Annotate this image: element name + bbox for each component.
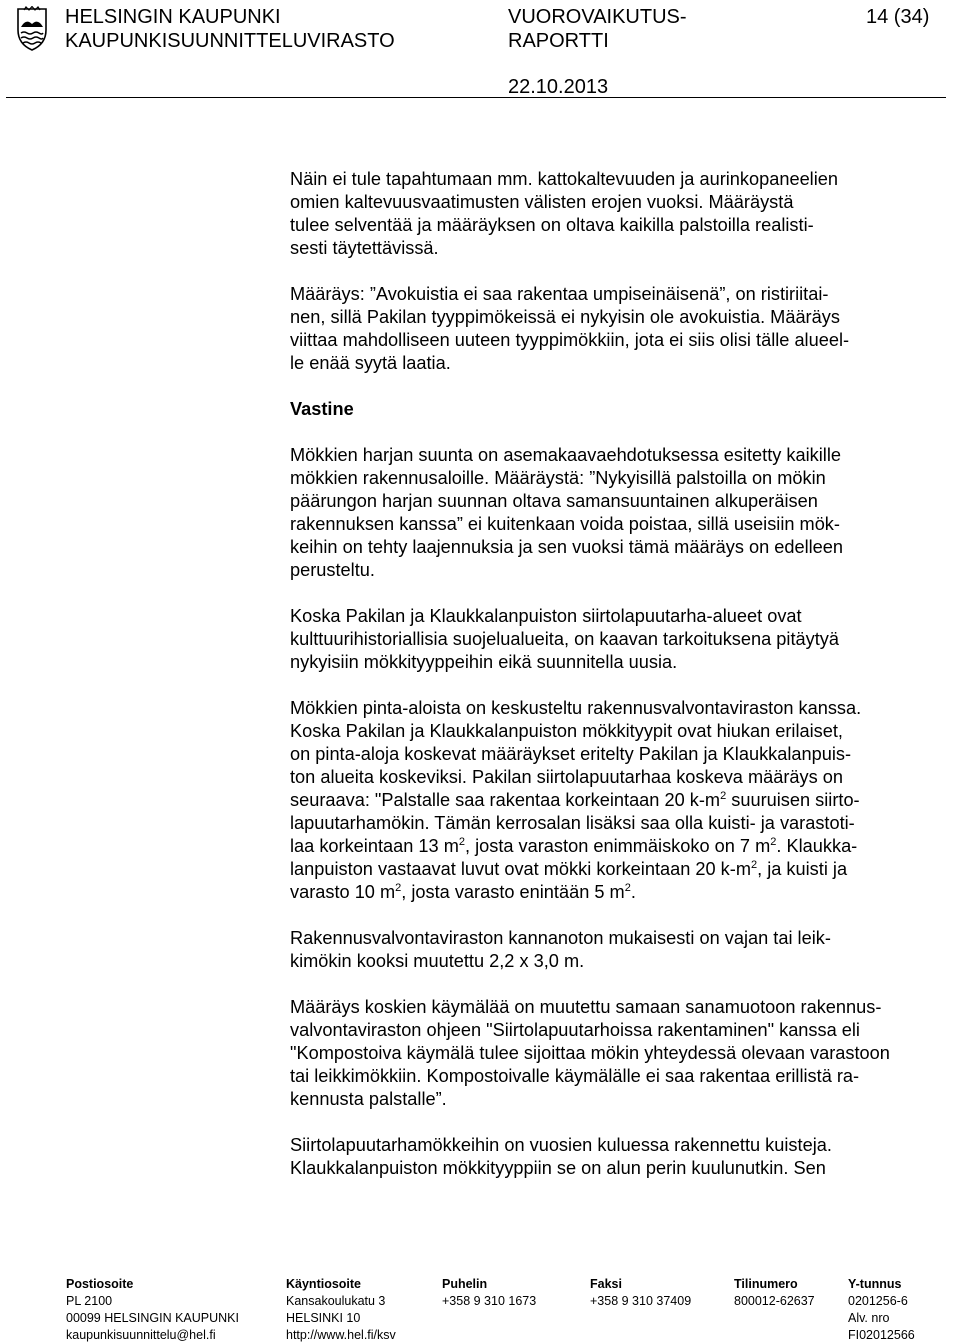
text-line: Siirtolapuutarhamökkeihin on vuosien kuluessa rakennettu kuisteja. <box>290 1135 832 1155</box>
text-line: mökkien rakennusaloille. Määräystä: ”Nykyisillä palstoilla on mökin <box>290 468 826 488</box>
superscript: 2 <box>750 859 758 871</box>
text-line: le enää syytä laatia. <box>290 353 451 373</box>
text-line: tai leikkimökkiin. Kompostoivalle käymälälle ei saa rakentaa erillistä ra- <box>290 1066 860 1086</box>
text-run: seuraava: "Palstalle saa rakentaa korkeintaan 20 k-m <box>290 790 721 810</box>
footer-fax <box>590 1276 691 1310</box>
footer-value: 00099 HELSINGIN KAUPUNKI <box>66 1311 239 1325</box>
text-line: ton alueita koskeviksi. Pakilan siirtolapuutarhaa koskeva määräys on <box>290 767 843 787</box>
text-run: , josta varasto enintään 5 m <box>401 882 625 902</box>
paragraph-8 <box>290 1134 946 1180</box>
text-line: Määräys koskien käymälää on muutettu samaan sanamuotoon rakennus- <box>290 997 882 1017</box>
text-line <box>290 789 946 812</box>
paragraph-1 <box>290 168 946 260</box>
text-line: lapuutarhamökin. Tämän kerrosalan lisäksi saa olla kuisti- ja varastoti- <box>290 813 855 833</box>
header-date: 22.10.2013 <box>508 76 609 98</box>
text-run: varasto 10 m <box>290 882 396 902</box>
header-doc-type: VUOROVAIKUTUS- <box>508 6 687 28</box>
text-line <box>290 881 946 904</box>
footer-label: Käyntiosoite <box>286 1277 362 1291</box>
footer-value: HELSINKI 10 <box>286 1311 361 1325</box>
text-line: keihin on tehty laajennuksia ja sen vuoksi tämä määräys on edelleen <box>290 537 844 557</box>
footer-value: 800012-62637 <box>734 1294 815 1308</box>
paragraph-7 <box>290 996 946 1111</box>
text-line: nen, sillä Pakilan tyyppimökeissä ei nykyisin ole avokuistia. Määräys <box>290 307 840 327</box>
text-line: kennusta palstalle”. <box>290 1089 447 1109</box>
text-line: päärungon harjan suunnan oltava samansuuntainen alkuperäisen <box>290 491 818 511</box>
footer-label: Puhelin <box>442 1277 488 1291</box>
text-line: sesti täytettävissä. <box>290 238 439 258</box>
paragraph-4 <box>290 605 946 674</box>
text-line: rakennuksen kanssa” ei kuitenkaan voida poistaa, sillä useisiin mök- <box>290 514 840 534</box>
footer-value: +358 9 310 37409 <box>590 1294 692 1308</box>
text-line: Mökkien harjan suunta on asemakaavaehdotuksessa esitetty kaikille <box>290 445 841 465</box>
document-body <box>290 168 946 1203</box>
superscript: 2 <box>624 882 631 894</box>
text-line: perusteltu. <box>290 560 375 580</box>
header-org-name: HELSINGIN KAUPUNKI <box>65 6 281 28</box>
text-run: suuruisen siirto- <box>726 790 860 810</box>
footer-website-link[interactable]: http://www.hel.fi/ksv <box>286 1328 396 1342</box>
footer-label: Postiosoite <box>66 1277 134 1291</box>
text-line: "Kompostoiva käymälä tulee sijoittaa mökin yhteydessä olevaan varastoon <box>290 1043 890 1063</box>
footer-email[interactable]: kaupunkisuunnittelu@hel.fi <box>66 1328 216 1342</box>
section-heading-vastine: Vastine <box>290 399 354 419</box>
text-line: Näin ei tule tapahtumaan mm. kattokaltevuuden ja aurinkopaneelien <box>290 169 838 189</box>
footer-postal-address <box>66 1276 239 1344</box>
text-line: kimökin kooksi muutettu 2,2 x 3,0 m. <box>290 951 585 971</box>
text-line: valvontaviraston ohjeen "Siirtolapuutarhoissa rakentaminen" kanssa eli <box>290 1020 860 1040</box>
footer-value: +358 9 310 1673 <box>442 1294 537 1308</box>
text-line: omien kaltevuusvaatimusten välisten erojen vuoksi. Määräystä <box>290 192 794 212</box>
text-run: . <box>630 882 636 902</box>
text-line: Koska Pakilan ja Klaukkalanpuiston siirtolapuutarha-alueet ovat <box>290 606 802 626</box>
paragraph-2 <box>290 283 946 375</box>
footer-business-id <box>848 1276 915 1344</box>
footer-value: Alv. nro <box>848 1311 890 1325</box>
paragraph-5 <box>290 697 946 904</box>
text-line: on pinta-aloja koskevat määräykset eritelty Pakilan ja Klaukkalanpuis- <box>290 744 852 764</box>
paragraph-6 <box>290 927 946 973</box>
text-line: viittaa mahdolliseen uuteen tyyppimökkiin, jota ei siis olisi tälle alueel- <box>290 330 850 350</box>
text-line <box>290 858 946 881</box>
header-rule <box>6 97 946 98</box>
text-run: lanpuiston vastaavat luvut ovat mökki korkeintaan 20 k-m <box>290 859 751 879</box>
paragraph-3 <box>290 444 946 582</box>
footer-phone <box>442 1276 536 1310</box>
helsinki-crest-logo <box>12 6 52 52</box>
footer-value: PL 2100 <box>66 1294 113 1308</box>
header-doc-type-cont: RAPORTTI <box>508 30 609 52</box>
text-run: , ja kuisti ja <box>757 859 848 879</box>
superscript: 2 <box>770 836 777 848</box>
superscript: 2 <box>720 790 727 802</box>
text-run: . Klaukka- <box>776 836 858 856</box>
text-line: Rakennusvalvontaviraston kannanoton mukaisesti on vajan tai leik- <box>290 928 831 948</box>
footer-account-number <box>734 1276 815 1310</box>
footer-label: Tilinumero <box>734 1277 798 1291</box>
footer-value: 0201256-6 <box>848 1294 908 1308</box>
text-line: Klaukkalanpuiston mökkityyppiin se on alun perin kuulunutkin. Sen <box>290 1158 826 1178</box>
text-line <box>290 835 946 858</box>
text-run: , josta varaston enimmäiskoko on 7 m <box>464 836 771 856</box>
text-line: Mökkien pinta-aloista on keskusteltu rakennusvalvontaviraston kanssa. <box>290 698 862 718</box>
header-department: KAUPUNKISUUNNITTELUVIRASTO <box>65 30 395 52</box>
text-line: nykyisiin mökkityyppeihin eikä suunnitella uusia. <box>290 652 678 672</box>
text-line: kulttuurihistoriallisia suojelualueita, on kaavan tarkoituksena pitäytyä <box>290 629 839 649</box>
text-line: Määräys: ”Avokuistia ei saa rakentaa umpiseinäisenä”, on ristiriitai- <box>290 284 829 304</box>
superscript: 2 <box>395 882 402 894</box>
footer-label: Y-tunnus <box>848 1277 902 1291</box>
text-line: tulee selventää ja määräyksen on oltava kaikilla palstoilla realisti- <box>290 215 814 235</box>
footer-value: Kansakoulukatu 3 <box>286 1294 386 1308</box>
footer-value: FI02012566 <box>848 1328 915 1342</box>
header-page-number: 14 (34) <box>866 6 930 28</box>
text-run: laa korkeintaan 13 m <box>290 836 459 856</box>
superscript: 2 <box>458 836 465 848</box>
footer-label: Faksi <box>590 1277 622 1291</box>
text-line: Koska Pakilan ja Klaukkalanpuiston mökkityypit ovat hiukan erilaiset, <box>290 721 843 741</box>
footer-visiting-address <box>286 1276 396 1344</box>
